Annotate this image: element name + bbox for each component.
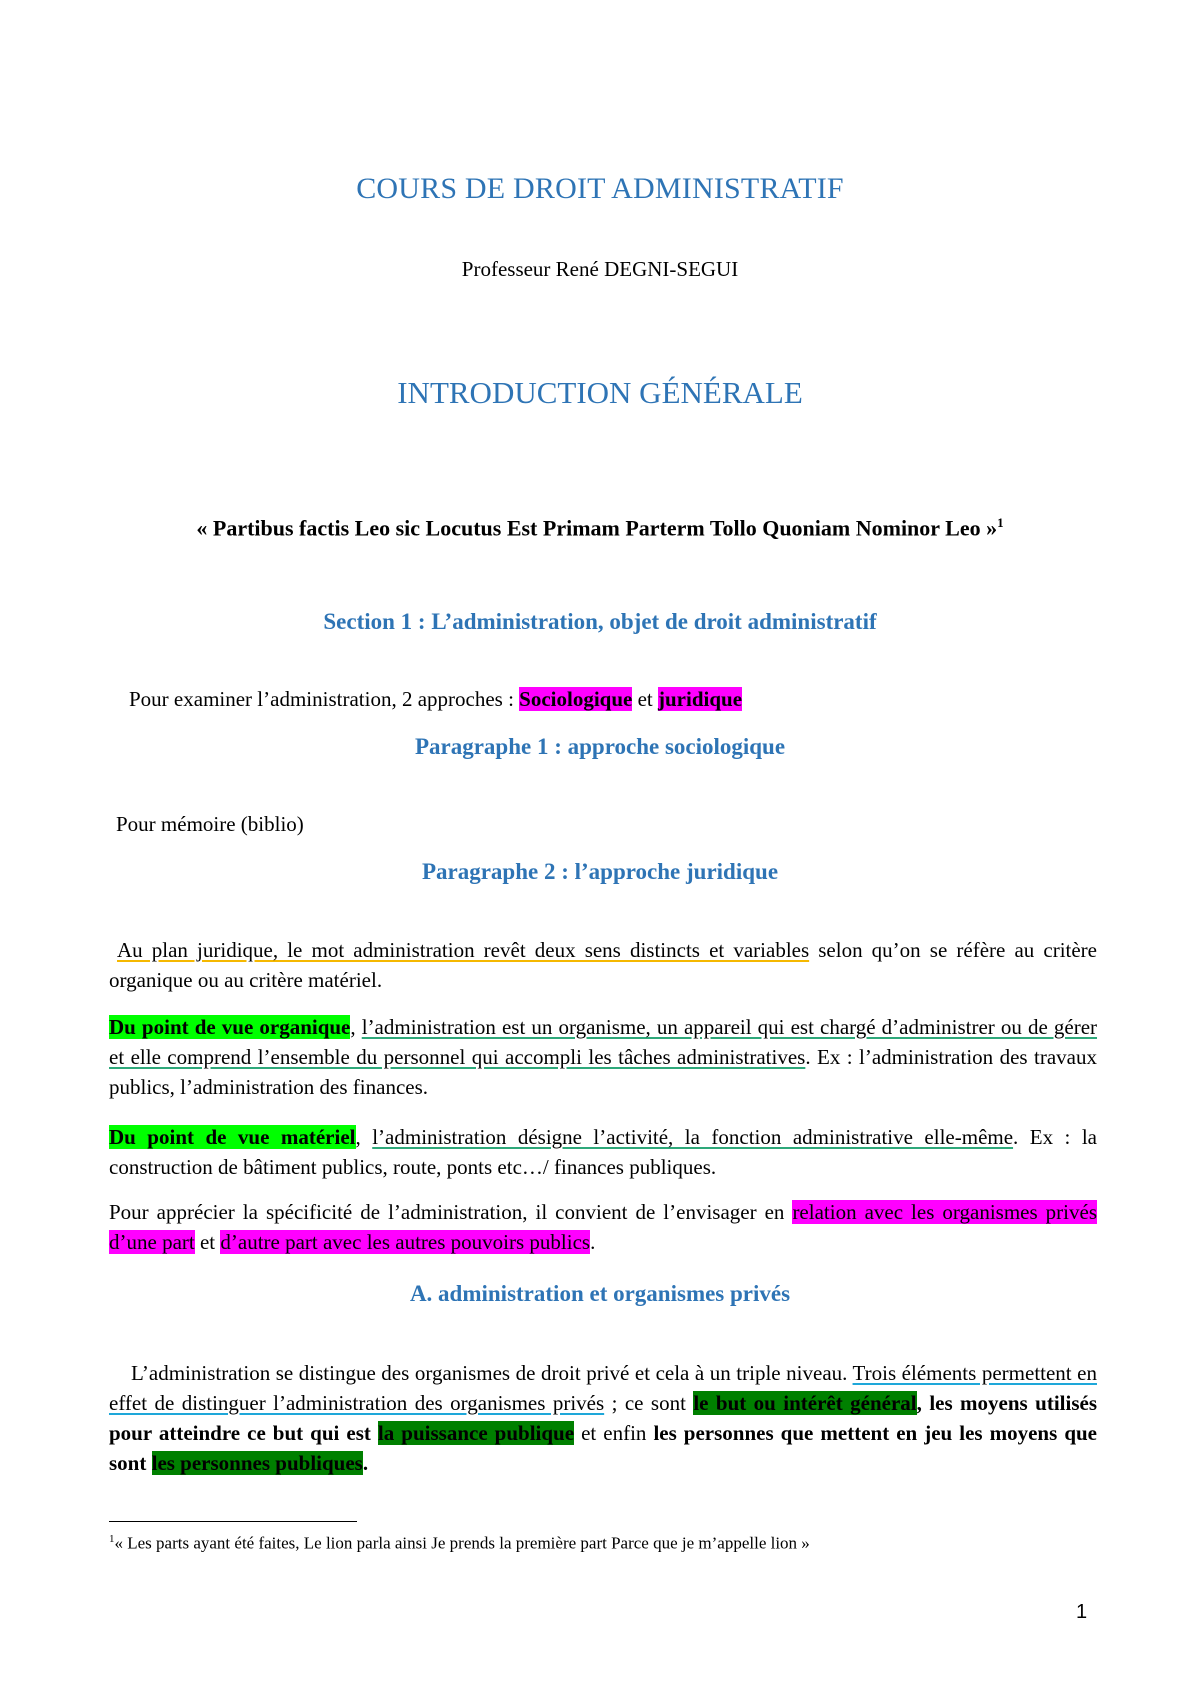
memo-note: Pour mémoire (biblio)	[116, 812, 304, 836]
specificity-private-relation: relation avec les organismes privés d’une part	[109, 1200, 1097, 1254]
section-a-bold-1: , les moyens utilisés pour atteindre ce but qui est	[109, 1391, 1097, 1445]
latin-quote	[0, 515, 1200, 541]
specificity-conj: et	[194, 1230, 221, 1254]
general-interest-highlight: le but ou intérêt général	[693, 1391, 917, 1415]
material-paragraph	[109, 1122, 1097, 1182]
section-a-heading: A. administration et organismes privés	[409, 1281, 791, 1306]
section-a-plain: et enfin	[574, 1421, 654, 1445]
organic-label: Du point de vue organique	[109, 1015, 351, 1039]
organic-comma: ,	[350, 1015, 362, 1039]
legal-intro-underlined: Au plan juridique, le mot administration revêt deux sens distincts et variables	[117, 938, 810, 962]
page-number: 1	[1076, 1601, 1088, 1623]
professor-name: Professeur René DEGNI-SEGUI	[461, 257, 739, 281]
material-label: Du point de vue matériel	[109, 1125, 356, 1149]
approaches-line	[129, 687, 742, 712]
specificity-public-powers: d’autre part avec les autres pouvoirs publics	[220, 1230, 591, 1254]
approach-legal: juridique	[658, 687, 743, 711]
section-a-mid: ; ce sont	[604, 1391, 694, 1415]
section-1-heading: Section 1 : L’administration, objet de droit administratif	[323, 609, 877, 634]
footnote-text: « Les parts ayant été faites, Le lion parla ainsi Je prends la première part Parce que je m’appelle lion »	[114, 1533, 810, 1553]
document-title: COURS DE DROIT ADMINISTRATIF	[356, 172, 844, 205]
footnote-reference[interactable]: 1	[997, 515, 1004, 530]
approaches-prefix: Pour examiner l’administration, 2 approches :	[129, 687, 520, 711]
section-a-paragraph	[109, 1358, 1097, 1478]
legal-intro-paragraph	[109, 935, 1097, 995]
introduction-heading: INTRODUCTION GÉNÉRALE	[397, 375, 803, 410]
section-a-bold-2: les personnes que mettent en jeu les moyens que sont	[109, 1421, 1097, 1475]
approach-sociological: Sociologique	[519, 687, 633, 711]
paragraph-1-heading: Paragraphe 1 : approche sociologique	[414, 734, 786, 759]
organic-paragraph	[109, 1012, 1097, 1102]
section-a-underlined: Trois éléments permettent en effet de distinguer l’administration des organismes privés	[109, 1361, 1097, 1415]
legal-intro-rest: selon qu’on se réfère au critère organique ou au critère matériel.	[109, 938, 1097, 992]
latin-quote-text: « Partibus factis Leo sic Locutus Est Primam Parterm Tollo Quoniam Nominor Leo »	[196, 515, 998, 541]
footnote-separator	[109, 1521, 357, 1522]
public-power-highlight: la puissance publique	[377, 1421, 575, 1445]
public-persons-highlight: les personnes publiques	[151, 1451, 363, 1475]
section-a-end: .	[362, 1451, 369, 1475]
organic-definition: l’administration est un organisme, un appareil qui est chargé d’administrer ou de gérer et elle comprend l’ensemble du personnel qui accompli les tâches administratives	[109, 1015, 1098, 1069]
material-definition: l’administration désigne l’activité, la fonction administrative elle-même	[372, 1125, 1014, 1149]
material-example: . Ex : la construction de bâtiment publics, route, ponts etc…/ finances publiques.	[109, 1125, 1097, 1179]
material-comma: ,	[355, 1125, 373, 1149]
footnote	[109, 1533, 810, 1554]
paragraph-2-heading: Paragraphe 2 : l’approche juridique	[421, 859, 779, 884]
approaches-conj: et	[632, 687, 658, 711]
section-a-start: L’administration se distingue des organismes de droit privé et cela à un triple niveau.	[131, 1361, 853, 1385]
footnote-number: 1	[109, 1533, 115, 1545]
specificity-paragraph	[109, 1197, 1097, 1257]
specificity-prefix: Pour apprécier la spécificité de l’administration, il convient de l’envisager en	[109, 1200, 793, 1224]
specificity-end: .	[590, 1230, 596, 1254]
organic-example: . Ex : l’administration des travaux publics, l’administration des finances.	[109, 1045, 1097, 1099]
